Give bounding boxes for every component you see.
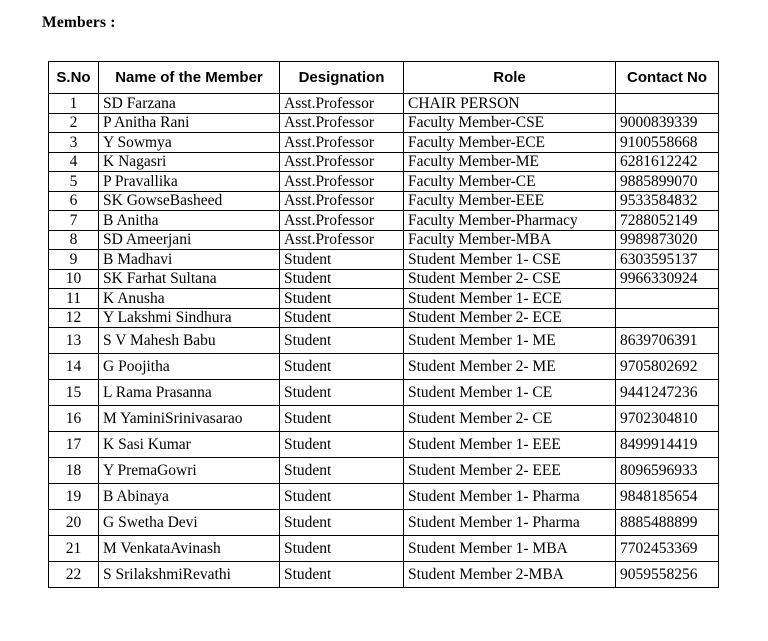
table-row <box>49 354 719 380</box>
cell-sno: 22 <box>49 562 99 588</box>
cell-name: Y Sowmya <box>99 133 280 153</box>
table-row <box>49 172 719 192</box>
cell-sno: 14 <box>49 354 99 380</box>
cell-name: Y Lakshmi Sindhura <box>99 308 280 328</box>
cell-role: Student Member 2- ME <box>404 354 616 380</box>
cell-name: P Anitha Rani <box>99 113 280 133</box>
cell-contact: 7288052149 <box>616 211 719 231</box>
cell-contact <box>616 289 719 309</box>
cell-name: SD Farzana <box>99 94 280 114</box>
table-row <box>49 328 719 354</box>
table-row <box>49 406 719 432</box>
cell-role: Student Member 2- CSE <box>404 269 616 289</box>
table-row <box>49 562 719 588</box>
cell-designation: Student <box>280 536 404 562</box>
cell-name: B Abinaya <box>99 484 280 510</box>
cell-role: Student Member 2-MBA <box>404 562 616 588</box>
cell-role: Faculty Member-Pharmacy <box>404 211 616 231</box>
cell-sno: 19 <box>49 484 99 510</box>
cell-designation: Student <box>280 562 404 588</box>
table-row <box>49 432 719 458</box>
cell-designation: Asst.Professor <box>280 152 404 172</box>
column-header-sno: S.No <box>49 62 99 94</box>
cell-contact: 9966330924 <box>616 269 719 289</box>
table-row <box>49 308 719 328</box>
cell-contact <box>616 94 719 114</box>
cell-sno: 6 <box>49 191 99 211</box>
cell-name: SK GowseBasheed <box>99 191 280 211</box>
table-row <box>49 289 719 309</box>
cell-designation: Asst.Professor <box>280 211 404 231</box>
cell-sno: 1 <box>49 94 99 114</box>
cell-contact: 8499914419 <box>616 432 719 458</box>
cell-contact: 7702453369 <box>616 536 719 562</box>
cell-contact: 9100558668 <box>616 133 719 153</box>
cell-designation: Asst.Professor <box>280 172 404 192</box>
table-row <box>49 458 719 484</box>
cell-contact: 9000839339 <box>616 113 719 133</box>
cell-contact: 9059558256 <box>616 562 719 588</box>
cell-sno: 13 <box>49 328 99 354</box>
table-row <box>49 113 719 133</box>
header-row <box>49 62 719 94</box>
cell-contact: 9705802692 <box>616 354 719 380</box>
cell-sno: 21 <box>49 536 99 562</box>
cell-designation: Student <box>280 250 404 270</box>
cell-sno: 7 <box>49 211 99 231</box>
cell-contact <box>616 308 719 328</box>
table-row <box>49 191 719 211</box>
cell-role: Faculty Member-ECE <box>404 133 616 153</box>
cell-sno: 12 <box>49 308 99 328</box>
cell-name: SD Ameerjani <box>99 230 280 250</box>
cell-name: P Pravallika <box>99 172 280 192</box>
cell-sno: 10 <box>49 269 99 289</box>
cell-contact: 9848185654 <box>616 484 719 510</box>
cell-designation: Student <box>280 269 404 289</box>
cell-designation: Student <box>280 328 404 354</box>
column-header-name: Name of the Member <box>99 62 280 94</box>
cell-name: G Poojitha <box>99 354 280 380</box>
cell-designation: Asst.Professor <box>280 230 404 250</box>
cell-role: Student Member 2- EEE <box>404 458 616 484</box>
cell-role: Student Member 1- CE <box>404 380 616 406</box>
cell-role: Student Member 1- Pharma <box>404 484 616 510</box>
cell-designation: Student <box>280 289 404 309</box>
table-row <box>49 133 719 153</box>
cell-name: G Swetha Devi <box>99 510 280 536</box>
members-table-header <box>49 62 719 94</box>
cell-role: Student Member 2- ECE <box>404 308 616 328</box>
table-row <box>49 484 719 510</box>
cell-contact: 6303595137 <box>616 250 719 270</box>
cell-name: K Nagasri <box>99 152 280 172</box>
cell-name: SK Farhat Sultana <box>99 269 280 289</box>
table-row <box>49 152 719 172</box>
cell-role: Faculty Member-EEE <box>404 191 616 211</box>
cell-role: Faculty Member-MBA <box>404 230 616 250</box>
cell-name: S V Mahesh Babu <box>99 328 280 354</box>
cell-role: Student Member 1- Pharma <box>404 510 616 536</box>
cell-sno: 9 <box>49 250 99 270</box>
cell-sno: 15 <box>49 380 99 406</box>
cell-role: CHAIR PERSON <box>404 94 616 114</box>
cell-designation: Student <box>280 354 404 380</box>
cell-sno: 18 <box>49 458 99 484</box>
cell-designation: Student <box>280 406 404 432</box>
members-table <box>48 61 719 588</box>
cell-designation: Student <box>280 458 404 484</box>
cell-contact: 8639706391 <box>616 328 719 354</box>
cell-role: Student Member 1- ME <box>404 328 616 354</box>
table-row <box>49 211 719 231</box>
cell-sno: 8 <box>49 230 99 250</box>
cell-name: K Anusha <box>99 289 280 309</box>
cell-name: B Anitha <box>99 211 280 231</box>
cell-sno: 11 <box>49 289 99 309</box>
cell-contact: 9533584832 <box>616 191 719 211</box>
cell-contact: 8885488899 <box>616 510 719 536</box>
cell-sno: 3 <box>49 133 99 153</box>
cell-role: Faculty Member-CE <box>404 172 616 192</box>
cell-designation: Asst.Professor <box>280 113 404 133</box>
column-header-designation: Designation <box>280 62 404 94</box>
column-header-contact: Contact No <box>616 62 719 94</box>
table-row <box>49 269 719 289</box>
table-row <box>49 510 719 536</box>
cell-contact: 9702304810 <box>616 406 719 432</box>
cell-role: Student Member 1- MBA <box>404 536 616 562</box>
cell-sno: 17 <box>49 432 99 458</box>
table-row <box>49 536 719 562</box>
cell-contact: 9441247236 <box>616 380 719 406</box>
cell-sno: 4 <box>49 152 99 172</box>
cell-sno: 16 <box>49 406 99 432</box>
column-header-role: Role <box>404 62 616 94</box>
cell-designation: Student <box>280 484 404 510</box>
cell-designation: Student <box>280 510 404 536</box>
cell-role: Student Member 1- ECE <box>404 289 616 309</box>
cell-role: Faculty Member-ME <box>404 152 616 172</box>
cell-designation: Asst.Professor <box>280 191 404 211</box>
cell-name: M VenkataAvinash <box>99 536 280 562</box>
table-row <box>49 94 719 114</box>
cell-name: Y PremaGowri <box>99 458 280 484</box>
cell-sno: 5 <box>49 172 99 192</box>
cell-name: L Rama Prasanna <box>99 380 280 406</box>
cell-name: S SrilakshmiRevathi <box>99 562 280 588</box>
cell-contact: 6281612242 <box>616 152 719 172</box>
members-table-body <box>49 94 719 588</box>
cell-designation: Asst.Professor <box>280 133 404 153</box>
cell-role: Faculty Member-CSE <box>404 113 616 133</box>
cell-sno: 20 <box>49 510 99 536</box>
cell-designation: Student <box>280 308 404 328</box>
cell-contact: 8096596933 <box>616 458 719 484</box>
table-row <box>49 250 719 270</box>
cell-role: Student Member 1- EEE <box>404 432 616 458</box>
cell-designation: Student <box>280 432 404 458</box>
cell-role: Student Member 1- CSE <box>404 250 616 270</box>
cell-contact: 9885899070 <box>616 172 719 192</box>
cell-contact: 9989873020 <box>616 230 719 250</box>
cell-sno: 2 <box>49 113 99 133</box>
cell-designation: Asst.Professor <box>280 94 404 114</box>
table-row <box>49 380 719 406</box>
cell-role: Student Member 2- CE <box>404 406 616 432</box>
cell-name: B Madhavi <box>99 250 280 270</box>
table-row <box>49 230 719 250</box>
cell-name: M YaminiSrinivasarao <box>99 406 280 432</box>
cell-designation: Student <box>280 380 404 406</box>
cell-name: K Sasi Kumar <box>99 432 280 458</box>
section-heading: Members : <box>42 14 116 31</box>
